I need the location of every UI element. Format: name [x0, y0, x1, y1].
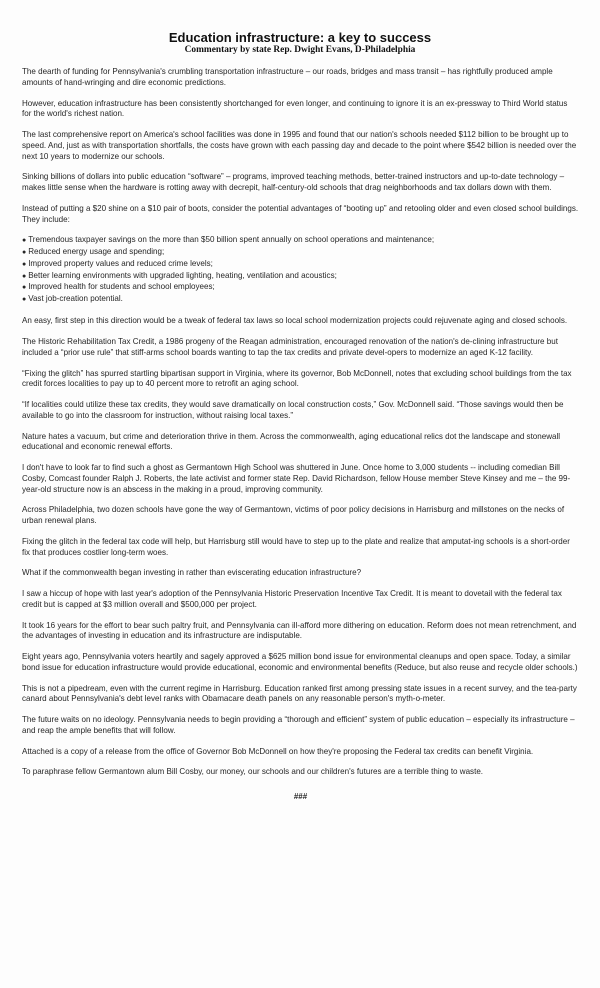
paragraph: The last comprehensive report on America's school facilities was done in 1995 and found that our nation's schools needed $112 billion to be brought up to speed. And, just as with transportation shortfalls, the costs have grown with each passing day and decade to the point where $542 billion is needed over the next 10 years to modernize our schools. [22, 130, 577, 161]
list-item-text: Better learning environments with upgraded lighting, heating, ventilation and acoustics; [28, 270, 337, 280]
paragraph: The dearth of funding for Pennsylvania's crumbling transportation infrastructure – our roads, bridges and mass transit – has rightfully produced ample amounts of hand-wringing and dire economic predictions. [22, 67, 553, 87]
list-item [22, 271, 579, 283]
list-item [22, 235, 579, 247]
list-item [22, 259, 579, 271]
document-title: Education infrastructure: a key to success [168, 30, 432, 45]
paragraph: Attached is a copy of a release from the office of Governor Bob McDonnell on how they're proposing the Federal tax credits can benefit Virginia. [22, 746, 534, 756]
paragraph: Across Philadelphia, two dozen schools have gone the way of Germantown, victims of poor policy decisions in Harrisburg and millstones on the necks of urban renewal plans. [22, 505, 565, 525]
list-item [22, 247, 579, 259]
list-item-text: Improved property values and reduced crime levels; [28, 258, 213, 268]
paragraph: The future waits on no ideology. Pennsylvania needs to begin providing a “thorough and efficient” system of public education – especially its infrastructure – and reap the ample benefits that will follow. [22, 715, 575, 735]
benefits-list [22, 235, 579, 306]
list-item-text: Tremendous taxpayer savings on the more than $50 billion spent annually on school operations and maintenance; [28, 235, 435, 245]
paragraph: However, education infrastructure has been consistently shortchanged for even longer, and continuing to ignore it is an ex-pressway to Third World status for the world's richest nation. [22, 98, 568, 119]
paragraph: “If localities could utilize these tax credits, they would save dramatically on local construction costs,” Gov. McDonnell said. “Those savings would then be available to go into the classroom for instruction, without raising local taxes.” [22, 400, 564, 420]
paragraph: Nature hates a vacuum, but crime and deterioration thrive in them. Across the commonwealth, aging educational relics dot the landscape and stonewall educational and economic renewal efforts. [22, 431, 561, 452]
paragraph: Eight years ago, Pennsylvania voters heartily and sagely approved a $625 million bond issue for environmental cleanups and open space. Today, a similar bond issue for education infrastructure would provide educational, economic and environmental benefits (Reduce, but also reuse and recycle older schools.) [22, 652, 578, 672]
list-item [22, 282, 579, 294]
paragraph: Fixing the glitch in the federal tax code will help, but Harrisburg still would have to step up to the plate and realize that amputat-ing schools is a short-order fix that produces costlier long-term woes. [22, 536, 570, 557]
paragraph: To paraphrase fellow Germantown alum Bill Cosby, our money, our schools and our children's futures are a terrible thing to waste. [22, 767, 484, 777]
end-mark: ### [293, 792, 308, 801]
list-item-text: Vast job-creation potential. [28, 294, 123, 303]
list-item [22, 294, 579, 306]
paragraph: I saw a hiccup of hope with last year's adoption of the Pennsylvania Historic Preservation Incentive Tax Credit. It is meant to dovetail with the federal tax credit but is capped at $3 million overall and $500,000 per project. [22, 589, 562, 609]
paragraph: The Historic Rehabilitation Tax Credit, a 1986 progeny of the Reagan administration, encouraged renovation of the nation's de-clining infrastructure but included a “prior use rule” that stiff-arms school boards wanting to tap the tax credits and private devel-opers to modernize an aged K-12 facility. [22, 337, 558, 357]
list-item-text: Reduced energy usage and spending; [28, 247, 165, 256]
intro-paragraphs [22, 67, 579, 225]
paragraph: Sinking billions of dollars into public education “software” – programs, improved teaching methods, better-trained instructors and up-to-date technology – makes little sense when the hardware is rotting away with decrepit, half-century-old schools that drag neighborhoods and tax dollars down with them. [22, 172, 565, 192]
document-subtitle: Commentary by state Rep. Dwight Evans, D-Philadelphia [184, 45, 416, 55]
paragraph: An easy, first step in this direction would be a tweak of federal tax laws so local school modernization projects could rejuvenate aging and closed schools. [22, 316, 568, 326]
paragraph: It took 16 years for the effort to bear such paltry fruit, and Pennsylvania can ill-afford more dithering on education. Reform does not mean retrenchment, and the advantages of investing in education and its infrastructure are indisputable. [22, 620, 577, 641]
paragraph: Instead of putting a $20 shine on a $10 pair of boots, consider the potential advantages of “booting up” and retooling older and even closed school buildings. They include: [22, 203, 579, 224]
paragraph: What if the commonwealth began investing in rather than eviscerating education infrastructure? [22, 568, 362, 578]
document-body [22, 67, 579, 803]
paragraph: I don't have to look far to find such a ghost as Germantown High School was shuttered in June. Once home to 3,000 students -- including comedian Bill Cosby, Comcast founder Ralph J. Roberts, the late activist and former state Rep. David Richardson, fellow House member Steve Kinsey and me – the 99-year-old structure now is an abscess in the making in a proud, improving community. [22, 463, 571, 494]
paragraph: This is not a pipedream, even with the current regime in Harrisburg. Education ranked first among pressing state issues in a recent survey, and the tea-party canard about Pennsylvania's debt level ranks with Obamacare death panels on any reasonable person's myth-o-meter. [22, 683, 577, 704]
list-item-text: Improved health for students and school employees; [28, 282, 215, 292]
main-paragraphs [22, 316, 579, 778]
paragraph: “Fixing the glitch” has spurred startling bipartisan support in Virginia, where its governor, Bob McDonnell, notes that excluding school buildings from the tax credit forces localities to pay up to 40 percent more to retrofit an aging school. [22, 368, 572, 389]
